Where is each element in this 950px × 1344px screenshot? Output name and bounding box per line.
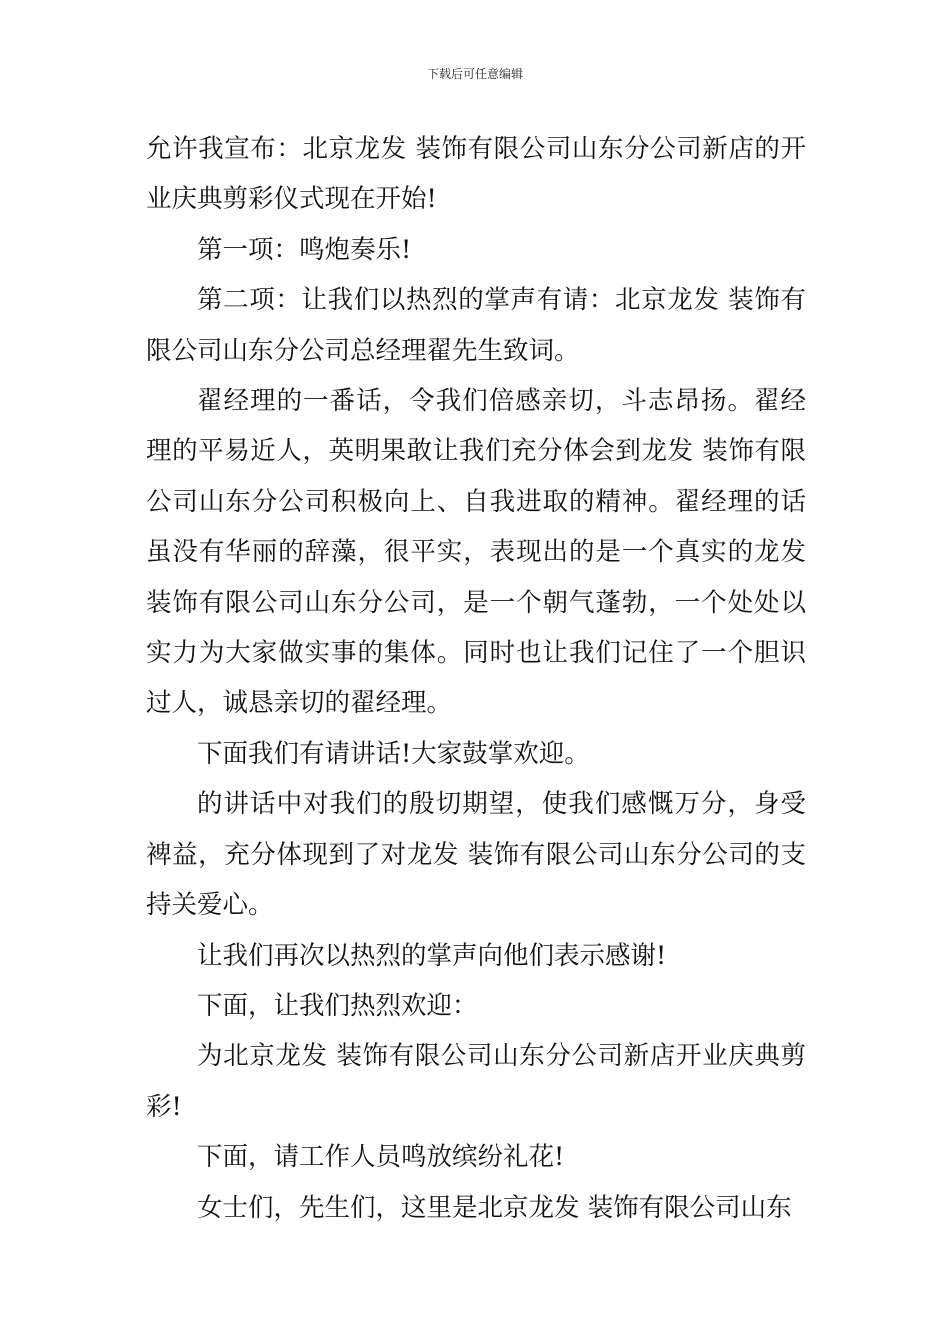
- paragraph-3: 第二项：让我们以热烈的掌声有请：北京龙发 装饰有限公司山东分公司总经理翟先生致词。: [146, 285, 806, 366]
- paragraph-9: 为北京龙发 装饰有限公司山东分公司新店开业庆典剪彩!: [146, 1041, 806, 1122]
- paragraph-4: 翟经理的一番话，令我们倍感亲切，斗志昂扬。翟经理的平易近人，英明果敢让我们充分体会到龙发 装饰有限公司山东分公司积极向上、自我进取的精神。翟经理的话虽没有华丽的辞藻，很平实，表现出的是一个真实的龙发 装饰有限公司山东分公司，是一个朝气蓬勃，一个处处以实力为大家做实事的集体。同时也让我们记住了一个胆识过人，诚恳亲切的翟经理。: [146, 386, 806, 719]
- paragraph-11: 女士们，先生们，这里是北京龙发 装饰有限公司山东: [197, 1192, 792, 1223]
- document-body: [146, 124, 806, 1233]
- paragraph-5: 下面我们有请讲话!大家鼓掌欢迎。: [197, 738, 590, 769]
- paragraph-6: 的讲话中对我们的殷切期望，使我们感慨万分，身受裨益，充分体现到了对龙发 装饰有限公司山东分公司的支持关爱心。: [146, 789, 806, 921]
- page-header: 下载后可任意编辑: [426, 67, 523, 81]
- paragraph-7: 让我们再次以热烈的掌声向他们表示感谢!: [197, 940, 667, 971]
- paragraph-1: 允许我宣布：北京龙发 装饰有限公司山东分公司新店的开业庆典剪彩仪式现在开始!: [146, 134, 806, 215]
- paragraph-8: 下面，让我们热烈欢迎：: [197, 990, 478, 1021]
- paragraph-10: 下面，请工作人员鸣放缤纷礼花!: [197, 1142, 565, 1173]
- paragraph-2: 第一项：鸣炮奏乐!: [197, 234, 412, 265]
